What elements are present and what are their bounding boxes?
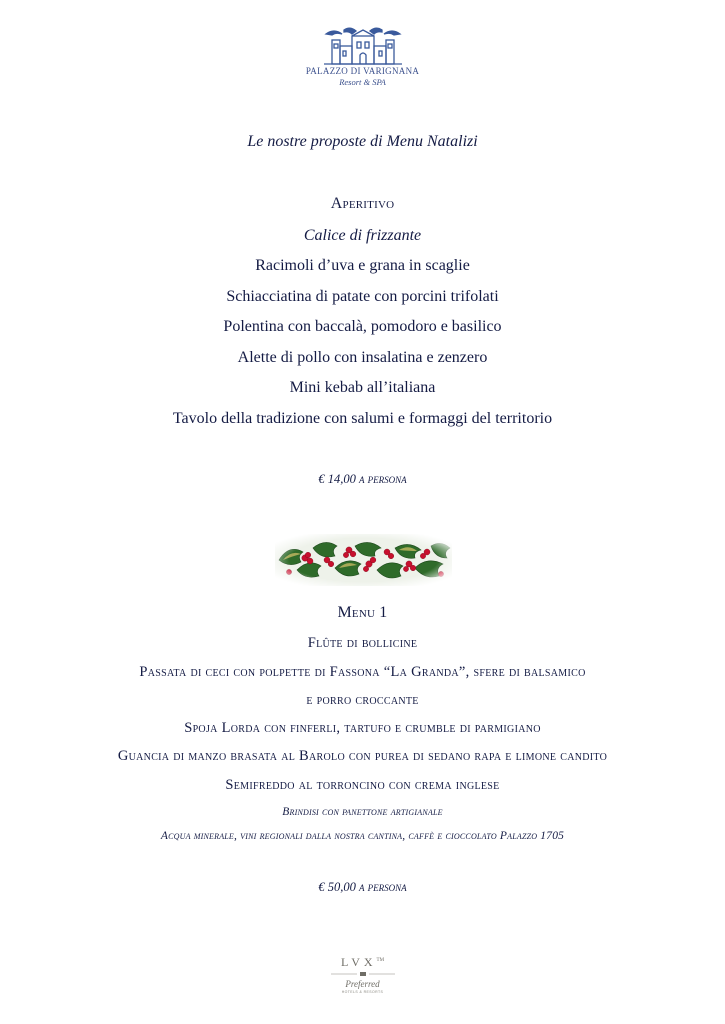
aperitivo-item: Tavolo della tradizione con salumi e formaggi del territorio	[172, 410, 553, 427]
aperitivo-price: € 14,00 a persona	[318, 472, 407, 486]
preferred-text: Preferred	[345, 979, 380, 989]
aperitivo-item: Polentina con baccalà, pomodoro e basilico	[223, 318, 502, 335]
menu1-note: Acqua minerale, vini regionali dalla nostra cantina, caffè e cioccolato Palazzo 1705	[160, 830, 565, 842]
aperitivo-item: Calice di frizzante	[303, 227, 422, 244]
lvx-mark	[0, 955, 725, 970]
menu1-item: Passata di ceci con polpette di Fassona “La Granda”, sfere di balsamico	[139, 664, 586, 680]
resort-logo	[0, 26, 725, 87]
logo-subtitle: Resort & SPA	[339, 77, 386, 87]
menu1-item: Flûte di bollicine	[307, 635, 418, 651]
menu1-price: € 50,00 a persona	[318, 880, 407, 894]
divider-line-icon	[331, 971, 395, 977]
aperitivo-heading: Aperitivo	[330, 195, 395, 212]
lvx-text: LVX	[340, 955, 377, 969]
menu1-item: e porro croccante	[306, 692, 419, 708]
palazzo-logo-icon	[322, 26, 404, 68]
menu1-heading: Menu 1	[337, 604, 388, 621]
preferred-subtitle: HOTELS & RESORTS	[341, 990, 384, 994]
aperitivo-item: Mini kebab all’italiana	[289, 379, 436, 396]
menu1-item: Guancia di manzo brasata al Barolo con purea di sedano rapa e limone candito	[117, 748, 608, 764]
aperitivo-item: Schiacciatina di patate con porcini trifolati	[226, 288, 499, 305]
menu1-item: Semifreddo al torroncino con crema inglese	[225, 777, 500, 793]
page-title: Le nostre proposte di Menu Natalizi	[247, 133, 478, 150]
menu1-item: Spoja Lorda con finferli, tartufo e crumble di parmigiano	[184, 720, 541, 736]
tm-mark: TM	[376, 958, 385, 963]
aperitivo-item: Racimoli d’uva e grana in scaglie	[255, 257, 470, 274]
holly-garland-icon	[275, 534, 452, 586]
menu1-note: Brindisi con panettone artigianale	[282, 806, 443, 818]
preferred-lvx-logo	[0, 955, 725, 994]
logo-name: PALAZZO DI VARIGNANA	[305, 66, 420, 76]
aperitivo-item: Alette di pollo con insalatina e zenzero	[237, 349, 488, 366]
